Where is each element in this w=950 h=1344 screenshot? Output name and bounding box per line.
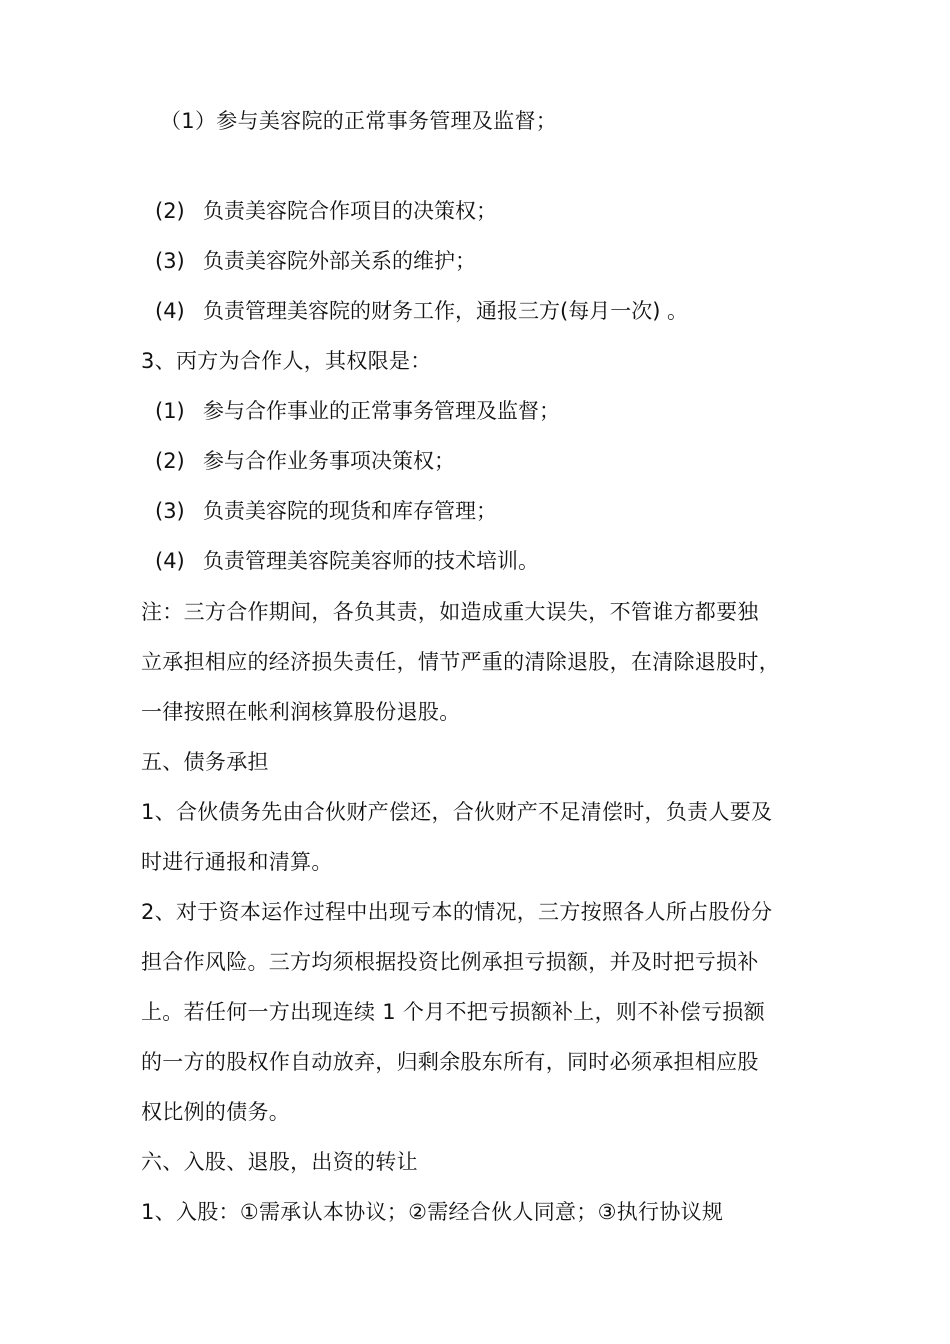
paragraph-line: 担合作风险。三方均须根据投资比例承担亏损额，并及时把亏损补 <box>141 950 759 974</box>
list-item-number: (2) <box>155 449 185 473</box>
section6-title: 六、入股、退股，出资的转让 <box>141 1150 418 1174</box>
list-item-text: 负责美容院合作项目的决策权； <box>203 199 497 223</box>
paragraph-line: 1、合伙债务先由合伙财产偿还，合伙财产不足清偿时，负责人要及 <box>141 800 773 824</box>
paragraph-line: 上。若任何一方出现连续 1 个月不把亏损额补上，则不补偿亏损额 <box>141 1000 766 1024</box>
list-item-text: 负责美容院的现货和库存管理； <box>203 499 497 523</box>
note-line: 一律按照在帐利润核算股份退股。 <box>141 700 461 724</box>
list-item-number: (3) <box>155 249 185 273</box>
list-item-number: (2) <box>155 199 185 223</box>
list-item-text: 负责管理美容院的财务工作，通报三方(每月一次) 。 <box>203 299 689 323</box>
list-item-text: 负责美容院外部关系的维护； <box>203 249 476 273</box>
paragraph-line: 的一方的股权作自动放弃，归剩余股东所有，同时必须承担相应股 <box>141 1050 759 1074</box>
list-item-number: (1) <box>155 399 185 423</box>
note-line: 注：三方合作期间，各负其责，如造成重大误失，不管谁方都要独 <box>141 600 759 624</box>
paragraph-line: 权比例的债务。 <box>141 1100 291 1124</box>
clause-a1: （1）参与美容院的正常事务管理及监督； <box>160 109 558 133</box>
section5-title: 五、债务承担 <box>141 750 269 774</box>
list-item-number: (3) <box>155 499 185 523</box>
list-item-text: 参与合作业务事项决策权； <box>203 449 455 473</box>
list-item-number: (4) <box>155 549 185 573</box>
list-item-text: 参与合作事业的正常事务管理及监督； <box>203 399 560 423</box>
note-line: 立承担相应的经济损失责任，情节严重的清除退股，在清除退股时， <box>141 650 780 674</box>
section3-heading: 3、丙方为合作人，其权限是： <box>141 349 432 373</box>
list-item-number: (4) <box>155 299 185 323</box>
paragraph-line: 2、对于资本运作过程中出现亏本的情况，三方按照各人所占股份分 <box>141 900 773 924</box>
paragraph-line: 时进行通报和清算。 <box>141 850 333 874</box>
list-item-text: 负责管理美容院美容师的技术培训。 <box>203 549 539 573</box>
paragraph-line: 1、入股：①需承认本协议；②需经合伙人同意；③执行协议规 <box>141 1200 724 1224</box>
